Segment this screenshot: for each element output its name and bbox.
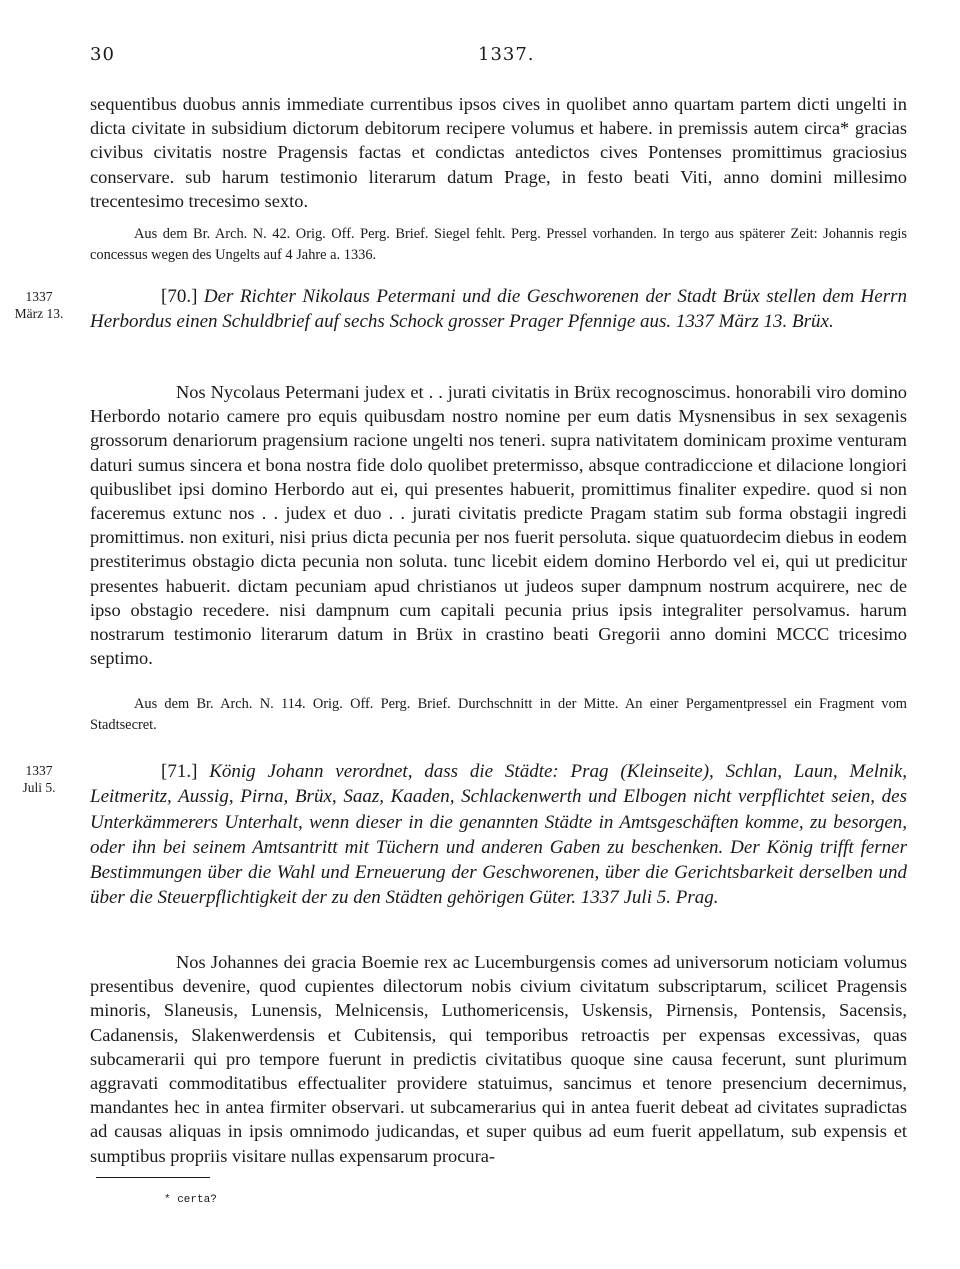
margin-date-day: März 13. (14, 306, 64, 321)
footnote: * certa? (164, 1194, 217, 1206)
margin-date-day: Juli 5. (22, 780, 56, 795)
margin-date-year: 1337 (25, 289, 53, 304)
running-header-year: 1337. (478, 44, 535, 65)
regest-summary: Der Richter Nikolaus Petermani und die Geschworenen der Stadt Brüx stellen dem Herrn Herbordus einen Schuldbrief auf sechs Schock grosser Prager Pfennige aus. 1337 März 13. Brüx. (90, 286, 907, 333)
margin-date-71 (8, 762, 70, 796)
regest-summary: König Johann verordnet, dass die Städte: Prag (Kleinseite), Schlan, Laun, Melnik, Leitmeritz, Aussig, Pirna, Brüx, Saaz, Kaaden, Schlackenwerth und Elbogen nicht verpflichtet seien, des Unterkämmerers Unterhalt, wenn dieser in die genannten Städte in Amtsgeschäften komme, zu besorgen, oder ihn bei seinem Amtsantritt mit Tüchern und anderen Gaben zu beschenken. Der König trifft ferner Bestimmungen über die Wahl und Erneuerung der Geschworenen, über die Gerichtsbarkeit derselben und über die Steuerpflichtigkeit der zu den Städten gehörigen Güter. 1337 Juli 5. Prag. (90, 761, 908, 909)
footnote-rule (96, 1177, 210, 1178)
source-note-1336 (90, 224, 907, 265)
document-number: [70.] (161, 286, 198, 307)
document-text: Nos Nycolaus Petermani judex et . . jurati civitatis in Brüx recognoscimus. honorabili viro domino Herbordo notario camere pro equis quibusdam nostro nomine per eum datis Mysnensibus in sex sexagenis grossorum denariorum pragensium racione ungelti nos teneri. supra nativitatem dominicam proxime venturam daturi sumus sincera et bona nostra fide dolo quolibet pretermisso, absque contradiccione et dilacione longiori quibuslibet ipsi domino Herbordo aut ei, qui presentes habuerit, promittimus finaliter expedire. quod si non faceremus extunc nos . . judex et duo . . jurati civitatis predicte Pragam statim sub forma obstagii ingredi promittimus. non exituri, nisi prius dicta pecunia per nos fuerit persoluta. sique quatuordecim diebus in eodem prestiterimus obstagio dicta pecunia non soluta. tunc licebit eidem domino Herbordo vel ei, qui ut predicitur presentes habuerit. dictam pecuniam apud christianos ut judeos super dampnum nostrum acquirere, nec de ipso obstagio recedere. nisi dampnum cum capitali pecunia prius ipsis integraliter persolvamus. harum nostrarum testimonio literarum datum in Brüx in crastino beati Gregorii anno domini MCCC tricesimo septimo. (90, 382, 907, 669)
regest-71 (90, 759, 907, 911)
margin-date-year: 1337 (25, 763, 53, 778)
document-70-text-block (90, 380, 907, 670)
source-note-70 (90, 694, 907, 735)
margin-date-70 (8, 288, 70, 322)
source-note-text: Aus dem Br. Arch. N. 114. Orig. Off. Perg. Brief. Durchschnitt in der Mitte. An einer Pergamentpressel ein Fragment vom Stadtsecret. (90, 696, 907, 733)
document-71-text-block (90, 950, 907, 1168)
regest-70 (90, 284, 907, 335)
page-number: 30 (90, 44, 115, 65)
document-text: Nos Johannes dei gracia Boemie rex ac Lucemburgensis comes ad universorum noticiam volumus presentibus devenire, quod cupientes dilectorum nobis civium civitatum subscriptarum, scilicet Pragensis minoris, Slaneusis, Lunensis, Melnicensis, Luthomericensis, Uskensis, Pirnensis, Pontensis, Sacensis, Cadanensis, Slakenwerdensis et Cubitensis, qui temporibus retroactis per expensas excessivas, quas subcamerarii qui pro tempore fuerunt in predictis civitatibus quoque sine causa fecerunt, sunt plurimum aggravati commoditatibus effectualiter providere statuimus, sancimus et tenore presencium decernimus, mandantes hec in antea firmiter observari. ut subcamerarius qui in antea fuerit debeat ad civitates supradictas ad causas aliquas in ipsis omnimodo judicandas, et super quibus ad eum fuerit appellatum, sub expensis et sumptibus propriis visitare nullas expensarum procura- (90, 952, 907, 1166)
continuation-paragraph: sequentibus duobus annis immediate currentibus ipsos cives in quolibet anno quartam partem dicti ungelti in dicta civitate in subsidium dictorum debitorum recipere volumus et habere. in premissis autem circa* gracias civibus civitatis nostre Pragensis factas et condictas antedictos cives Pontenses promittimus graciosius conservare. sub harum testimonio literarum datum Prage, in festo beati Viti, anno domini millesimo trecentesimo trecesimo sexto. (90, 94, 907, 211)
source-note-text: Aus dem Br. Arch. N. 42. Orig. Off. Perg. Brief. Siegel fehlt. Perg. Pressel vorhanden. In tergo aus späterer Zeit: Johannis regis concessus wegen des Ungelts auf 4 Jahre a. 1336. (90, 226, 907, 263)
document-number: [71.] (161, 761, 198, 782)
continuation-text-block (90, 92, 907, 213)
